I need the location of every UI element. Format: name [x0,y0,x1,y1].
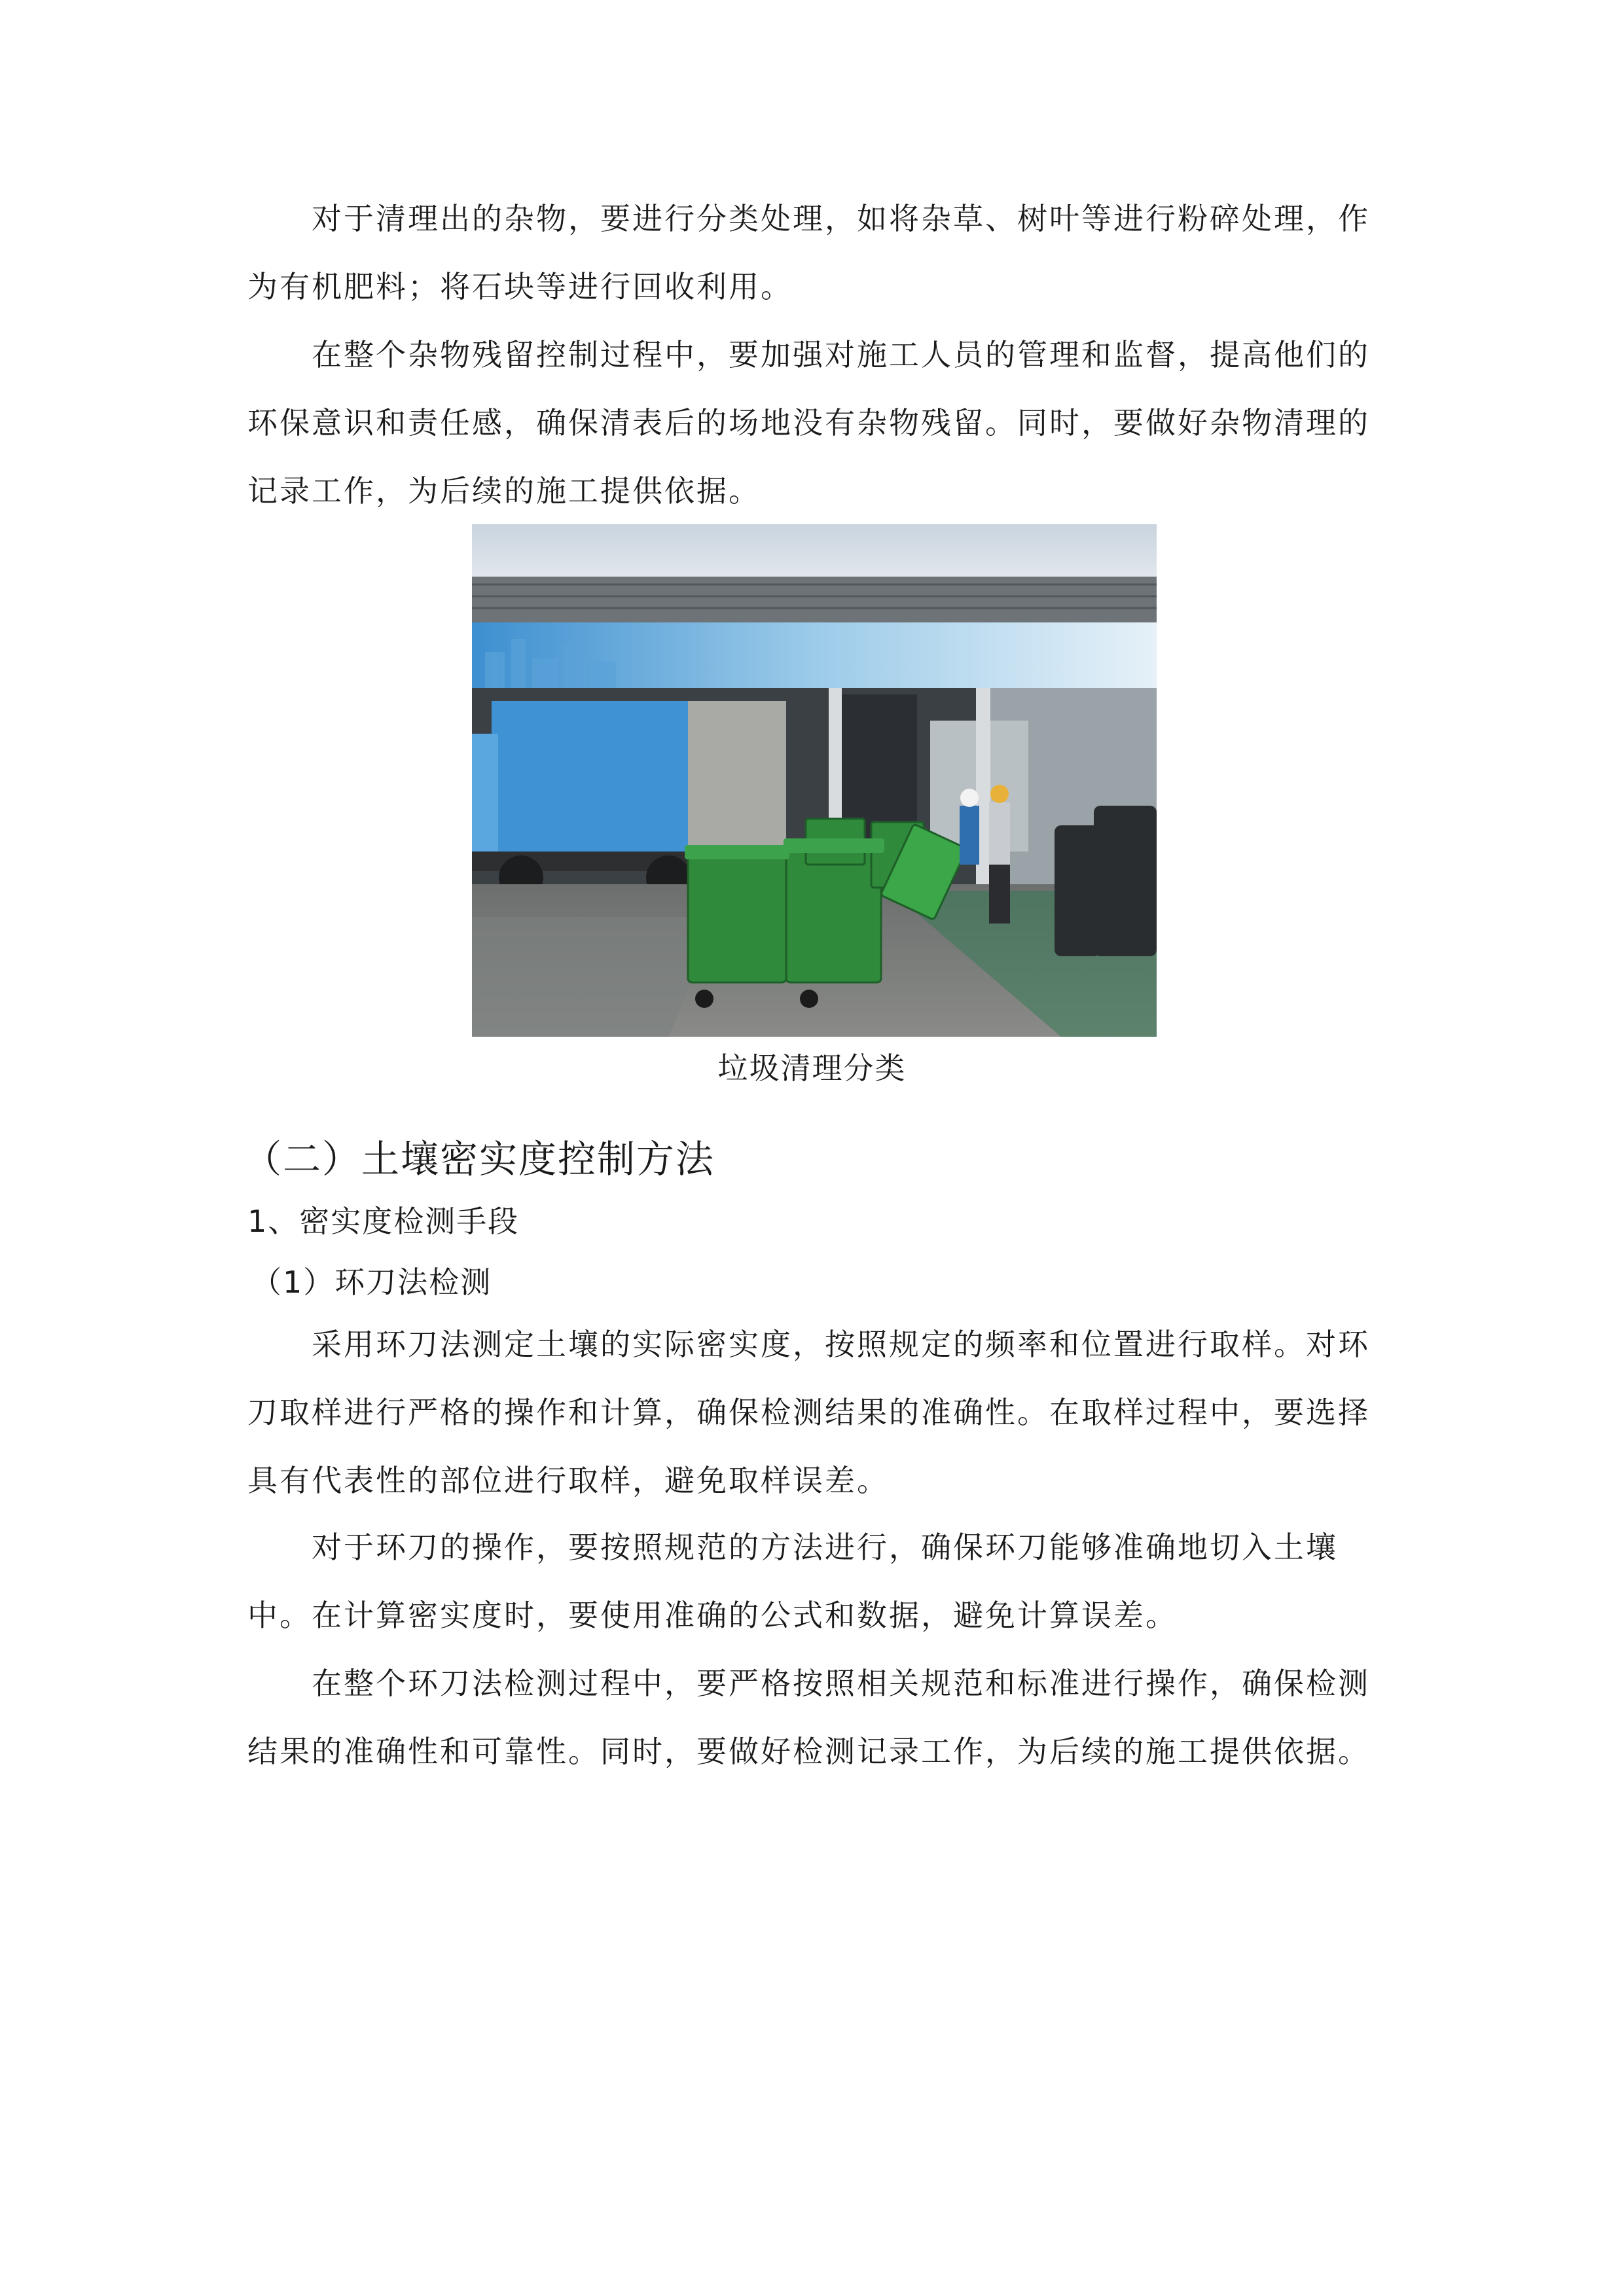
paragraph-debris-sorting: 对于清理出的杂物，要进行分类处理，如将杂草、树叶等进行粉碎处理，作为有机肥料；将石块等进行回收利用。 [247,201,1370,304]
subsubsection-heading: （1）环刀法检测 [251,1265,492,1300]
paragraph-ring-knife-process: 在整个环刀法检测过程中，要严格按照相关规范和标准进行操作，确保检测结果的准确性和可靠性。同时，要做好检测记录工作，为后续的施工提供依据。 [247,1666,1370,1769]
section-heading: （二）土壤密实度控制方法 [244,1137,715,1181]
paragraph-ring-knife-operation: 对于环刀的操作，要按照规范的方法进行，确保环刀能够准确地切入土壤中。在计算密实度时，要使用准确的公式和数据，避免计算误差。 [247,1530,1338,1633]
paragraph-debris-control: 在整个杂物残留控制过程中，要加强对施工人员的管理和监督，提高他们的环保意识和责任感，确保清表后的场地没有杂物残留。同时，要做好杂物清理的记录工作，为后续的施工提供依据。 [247,337,1370,509]
figure-caption: 垃圾清理分类 [717,1050,907,1086]
garbage-sorting-photo [472,524,1157,1037]
paragraph-ring-knife-sampling: 采用环刀法测定土壤的实际密实度，按照规定的频率和位置进行取样。对环刀取样进行严格的操作和计算，确保检测结果的准确性。在取样过程中，要选择具有代表性的部位进行取样，避免取样误差。 [247,1327,1370,1498]
subsection-heading: 1、密实度检测手段 [247,1204,520,1239]
